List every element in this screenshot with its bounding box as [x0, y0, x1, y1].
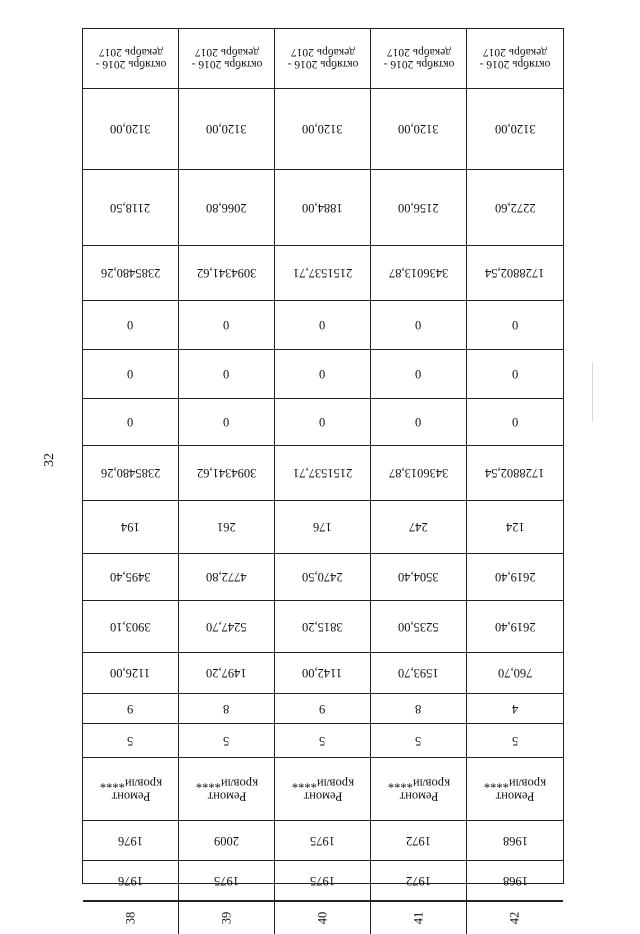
owners-funds-text: 0 — [511, 318, 519, 333]
total-cost-cell — [275, 246, 371, 301]
max-cost-per-sqm-cell — [371, 89, 467, 170]
total-area-text: 5247,70 — [206, 620, 247, 635]
regional-budget-cell — [275, 399, 371, 446]
total-cost-cell — [371, 246, 467, 301]
work-type-text: Ремонт кровли**** — [483, 776, 547, 804]
cost-text: 2385480,26 — [100, 466, 161, 481]
period-text: октябрь 2016 - декабрь 2017 — [383, 46, 454, 71]
floors-cell — [179, 724, 275, 758]
max-cost-per-sqm-text: 3120,00 — [110, 122, 151, 137]
residents-cell — [275, 501, 371, 554]
entrances-cell — [179, 694, 275, 724]
period-cell — [371, 29, 467, 89]
total-cost-cell — [179, 246, 275, 301]
period-text: октябрь 2016 - декабрь 2017 — [191, 46, 262, 71]
row-number-text: 40 — [315, 911, 329, 925]
cost-per-sqm-text: 2118,50 — [110, 201, 151, 216]
page-number: 32 — [42, 453, 57, 467]
owners-funds-text: 0 — [127, 318, 134, 333]
cost-per-sqm-cell — [371, 170, 467, 246]
entrances-cell — [467, 694, 563, 724]
local-budget-text: 0 — [319, 367, 326, 382]
cost-text: 2151537,71 — [292, 466, 353, 481]
row-number-cell — [371, 902, 467, 934]
entrances-text: 8 — [415, 702, 422, 717]
repair-year-cell — [83, 821, 179, 861]
build-year-text: 1975 — [214, 874, 239, 889]
total-area-text: 3903,10 — [110, 620, 151, 635]
repair-year-text: 1975 — [310, 834, 335, 849]
cost-cell — [83, 446, 179, 501]
build-year-cell — [179, 861, 275, 901]
total-area-text: 5235,00 — [398, 620, 439, 635]
total-area-cell — [467, 601, 563, 653]
floors-text: 5 — [511, 734, 519, 749]
local-budget-text: 0 — [415, 367, 422, 382]
work-type-cell — [275, 758, 371, 821]
residents-text: 124 — [505, 520, 525, 535]
owners-funds-cell — [275, 301, 371, 350]
cost-cell — [275, 446, 371, 501]
floors-text: 5 — [415, 734, 422, 749]
total-area-cell — [371, 601, 467, 653]
repair-year-cell — [371, 821, 467, 861]
total-cost-cell — [467, 246, 563, 301]
owners-funds-cell — [371, 301, 467, 350]
row-number-cell — [275, 902, 371, 934]
build-year-text: 1968 — [502, 874, 528, 889]
regional-budget-text: 0 — [511, 415, 519, 430]
period-text: октябрь 2016 - декабрь 2017 — [287, 46, 358, 71]
local-budget-cell — [467, 350, 563, 399]
floors-cell — [275, 724, 371, 758]
residents-cell — [371, 501, 467, 554]
local-budget-text: 0 — [511, 367, 519, 382]
roof-area-text: 760,70 — [497, 666, 533, 681]
total-area-cell — [275, 601, 371, 653]
entrances-cell — [83, 694, 179, 724]
period-text: октябрь 2016 - декабрь 2017 — [95, 46, 166, 71]
roof-area-text: 1593,70 — [398, 666, 439, 681]
cost-per-sqm-text: 2066,80 — [206, 201, 247, 216]
cost-text: 1728802,54 — [485, 466, 545, 481]
floors-text: 5 — [223, 734, 230, 749]
living-area-text: 2470,50 — [302, 570, 343, 585]
build-year-text: 1972 — [406, 874, 431, 889]
living-area-text: 3495,40 — [110, 570, 151, 585]
repair-year-cell — [275, 821, 371, 861]
regional-budget-text: 0 — [127, 415, 134, 430]
floors-cell — [371, 724, 467, 758]
floors-cell — [467, 724, 563, 758]
max-cost-per-sqm-text: 3120,00 — [302, 122, 343, 137]
local-budget-text: 0 — [127, 367, 134, 382]
living-area-cell — [179, 554, 275, 601]
total-area-cell — [83, 601, 179, 653]
owners-funds-text: 0 — [415, 318, 422, 333]
entrances-text: 4 — [511, 702, 519, 717]
row-number-text: 39 — [219, 911, 233, 925]
cost-per-sqm-text: 1884,00 — [302, 201, 343, 216]
row-number-cell — [179, 902, 275, 934]
cost-per-sqm-text: 2272,60 — [494, 201, 536, 216]
local-budget-text: 0 — [223, 367, 230, 382]
repair-year-text: 1976 — [118, 834, 143, 849]
living-area-text: 4772,80 — [206, 570, 247, 585]
work-type-cell — [83, 758, 179, 821]
scan-edge-mark — [592, 362, 595, 422]
local-budget-cell — [371, 350, 467, 399]
max-cost-per-sqm-cell — [275, 89, 371, 170]
build-year-text: 1975 — [310, 874, 335, 889]
work-type-cell — [371, 758, 467, 821]
work-type-text: Ремонт кровли**** — [99, 776, 162, 804]
max-cost-per-sqm-text: 3120,00 — [206, 122, 247, 137]
entrances-cell — [275, 694, 371, 724]
residents-text: 247 — [409, 520, 428, 535]
floors-cell — [83, 724, 179, 758]
regional-budget-text: 0 — [319, 415, 326, 430]
total-cost-text: 3094341,62 — [196, 266, 257, 281]
living-area-cell — [275, 554, 371, 601]
entrances-text: 9 — [127, 702, 134, 717]
cost-text: 3436013,87 — [388, 466, 449, 481]
local-budget-cell — [179, 350, 275, 399]
entrances-text: 9 — [319, 702, 326, 717]
repair-year-text: 1972 — [406, 834, 431, 849]
max-cost-per-sqm-cell — [467, 89, 563, 170]
roof-area-cell — [371, 653, 467, 694]
work-type-cell — [467, 758, 563, 821]
roof-area-cell — [275, 653, 371, 694]
owners-funds-text: 0 — [223, 318, 230, 333]
period-text: октябрь 2016 - декабрь 2017 — [479, 46, 551, 71]
owners-funds-cell — [83, 301, 179, 350]
total-cost-text: 3436013,87 — [388, 266, 449, 281]
cost-per-sqm-cell — [179, 170, 275, 246]
total-area-cell — [179, 601, 275, 653]
total-cost-text: 1728802,54 — [485, 266, 545, 281]
row-number-text: 41 — [411, 911, 425, 925]
build-year-cell — [467, 861, 563, 901]
entrances-cell — [371, 694, 467, 724]
entrances-text: 8 — [223, 702, 230, 717]
repair-year-cell — [467, 821, 563, 861]
row-number-cell — [467, 902, 563, 934]
roof-area-cell — [83, 653, 179, 694]
repair-schedule-table — [82, 28, 564, 925]
living-area-text: 3504,40 — [398, 570, 439, 585]
local-budget-cell — [83, 350, 179, 399]
work-type-text: Ремонт кровли**** — [291, 776, 354, 804]
cost-per-sqm-cell — [275, 170, 371, 246]
cost-per-sqm-cell — [467, 170, 563, 246]
regional-budget-text: 0 — [223, 415, 230, 430]
residents-text: 194 — [121, 520, 140, 535]
residents-text: 261 — [217, 520, 236, 535]
living-area-text: 2619,40 — [494, 570, 536, 585]
cost-text: 3094341,62 — [196, 466, 257, 481]
work-type-text: Ремонт кровли**** — [195, 776, 258, 804]
residents-text: 176 — [313, 520, 332, 535]
regional-budget-cell — [83, 399, 179, 446]
living-area-cell — [371, 554, 467, 601]
cost-per-sqm-cell — [83, 170, 179, 246]
total-area-text: 2619,40 — [494, 620, 536, 635]
total-cost-text: 2151537,71 — [292, 266, 353, 281]
roof-area-text: 1126,00 — [110, 666, 151, 681]
roof-area-text: 1142,00 — [302, 666, 343, 681]
repair-year-text: 2009 — [214, 834, 239, 849]
cost-cell — [179, 446, 275, 501]
roof-area-text: 1497,20 — [206, 666, 247, 681]
residents-cell — [179, 501, 275, 554]
cost-cell — [371, 446, 467, 501]
row-number-text: 42 — [507, 911, 522, 925]
roof-area-cell — [179, 653, 275, 694]
repair-year-cell — [179, 821, 275, 861]
row-number-cell — [83, 902, 179, 934]
build-year-cell — [83, 861, 179, 901]
living-area-cell — [467, 554, 563, 601]
build-year-cell — [275, 861, 371, 901]
regional-budget-cell — [467, 399, 563, 446]
living-area-cell — [83, 554, 179, 601]
regional-budget-cell — [179, 399, 275, 446]
total-cost-cell — [83, 246, 179, 301]
owners-funds-cell — [467, 301, 563, 350]
owners-funds-cell — [179, 301, 275, 350]
cost-cell — [467, 446, 563, 501]
local-budget-cell — [275, 350, 371, 399]
period-cell — [83, 29, 179, 89]
owners-funds-text: 0 — [319, 318, 326, 333]
max-cost-per-sqm-cell — [83, 89, 179, 170]
repair-year-text: 1968 — [502, 834, 528, 849]
regional-budget-text: 0 — [415, 415, 422, 430]
roof-area-cell — [467, 653, 563, 694]
build-year-text: 1976 — [118, 874, 143, 889]
work-type-text: Ремонт кровли**** — [387, 776, 450, 804]
work-type-cell — [179, 758, 275, 821]
period-cell — [275, 29, 371, 89]
floors-text: 5 — [127, 734, 134, 749]
max-cost-per-sqm-text: 3120,00 — [398, 122, 439, 137]
regional-budget-cell — [371, 399, 467, 446]
floors-text: 5 — [319, 734, 326, 749]
max-cost-per-sqm-cell — [179, 89, 275, 170]
max-cost-per-sqm-text: 3120,00 — [494, 122, 536, 137]
cost-per-sqm-text: 2156,00 — [398, 201, 439, 216]
residents-cell — [83, 501, 179, 554]
build-year-cell — [371, 861, 467, 901]
total-area-text: 3815,20 — [302, 620, 343, 635]
period-cell — [179, 29, 275, 89]
row-number-text: 38 — [123, 911, 137, 925]
residents-cell — [467, 501, 563, 554]
period-cell — [467, 29, 563, 89]
total-cost-text: 2385480,26 — [100, 266, 161, 281]
